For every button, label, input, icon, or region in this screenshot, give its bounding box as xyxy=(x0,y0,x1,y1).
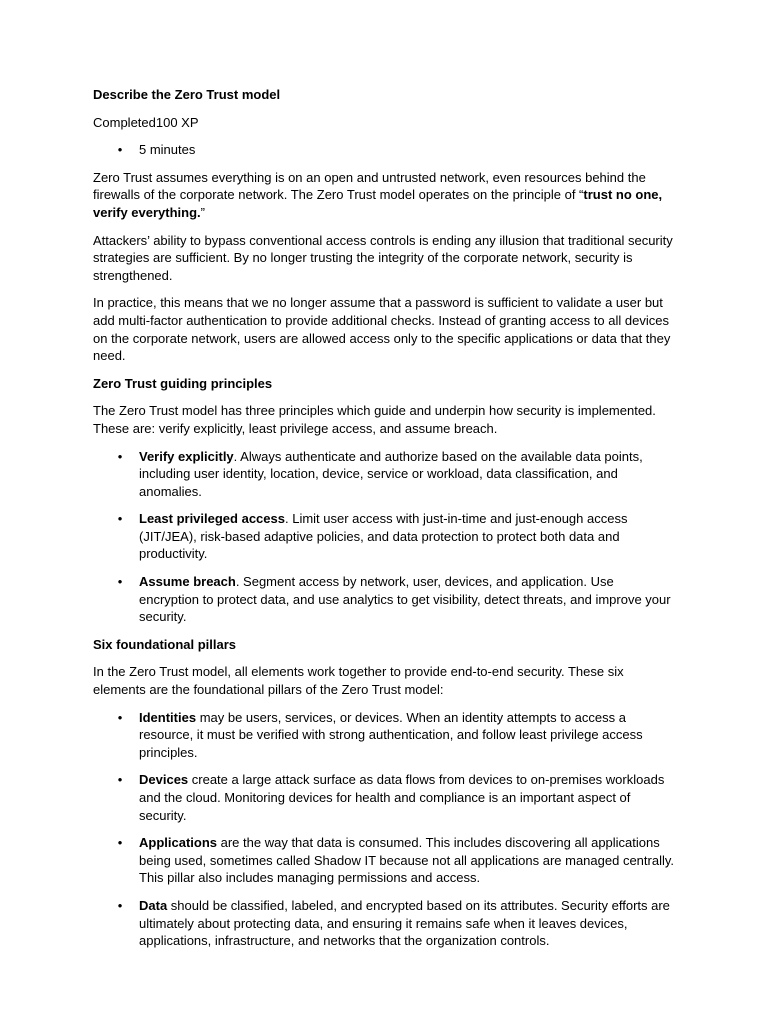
intro-paragraph-1: Zero Trust assumes everything is on an open and untrusted network, even resources behind the firewalls of the corporate network. The Zero Trust model operates on the principle of “trust no one, verify everything.” xyxy=(93,169,663,220)
list-item-term: Identities xyxy=(139,709,197,725)
list-item xyxy=(93,834,675,887)
meta-item-duration xyxy=(93,141,675,159)
list-item-text: . Limit user access with just-in-time and just-enough access (JIT/JEA), risk-based adaptive policies, and data protection to protect both data and productivity. xyxy=(139,511,628,562)
principles-list xyxy=(93,448,675,626)
completion-status: Completed100 XP xyxy=(93,114,199,130)
page-title: Describe the Zero Trust model xyxy=(93,87,281,102)
pillars-intro: In the Zero Trust model, all elements work together to provide end-to-end security. These six elements are the foundational pillars of the Zero Trust model: xyxy=(93,664,624,698)
bullet-icon: • xyxy=(117,574,123,590)
list-item-text: create a large attack surface as data flows from devices to on-premises workloads and the cloud. Monitoring devices for health and compliance is an important aspect of security. xyxy=(139,772,665,823)
bullet-icon: • xyxy=(117,511,123,527)
intro-paragraph-2: Attackers’ ability to bypass conventional access controls is ending any illusion that traditional security strategies are sufficient. By no longer trusting the integrity of the corporate network, security is strengthened. xyxy=(93,232,673,283)
list-item xyxy=(93,897,675,950)
list-item-term: Applications xyxy=(139,835,218,851)
principles-intro: The Zero Trust model has three principles which guide and underpin how security is implemented. These are: verify explicitly, least privilege access, and assume breach. xyxy=(93,403,656,436)
list-item-term: Devices xyxy=(139,772,189,788)
list-item xyxy=(93,771,675,824)
bullet-icon: • xyxy=(117,897,123,913)
list-item-term: Verify explicitly xyxy=(139,448,234,464)
list-item xyxy=(93,709,675,762)
bullet-icon: • xyxy=(117,448,123,464)
section-heading-pillars: Six foundational pillars xyxy=(93,636,237,652)
list-item xyxy=(93,510,675,563)
pillars-list xyxy=(93,709,675,950)
meta-list xyxy=(93,141,675,159)
list-item xyxy=(93,448,675,501)
list-item xyxy=(93,573,675,626)
list-item-term: Data xyxy=(139,897,168,913)
bullet-icon: • xyxy=(117,835,123,851)
list-item-text: . Segment access by network, user, devices, and application. Use encryption to protect data, and use analytics to get visibility, detect threats, and improve your security. xyxy=(139,574,671,625)
list-item-term: Least privileged access xyxy=(139,511,285,527)
list-item-text: should be classified, labeled, and encrypted based on its attributes. Security efforts are ultimately about protecting data, and ensuring it remains safe when it leaves devices, applications, infrastructure, and networks that the organization controls. xyxy=(139,897,670,949)
section-heading-principles: Zero Trust guiding principles xyxy=(93,375,273,391)
list-item-text: may be users, services, or devices. When an identity attempts to access a resource, it must be verified with strong authentication, and follow least privilege access principles. xyxy=(139,709,643,760)
list-item-text: are the way that data is consumed. This includes discovering all applications being used, sometimes called Shadow IT because not all applications are managed centrally. This pillar also includes managing permissions and access. xyxy=(139,835,674,886)
emphasis-text: trust no one, verify everything. xyxy=(93,187,663,220)
bullet-icon: • xyxy=(117,709,123,725)
intro-paragraph-3: In practice, this means that we no longer assume that a password is sufficient to validate a user but add multi-factor authentication to provide additional checks. Instead of granting access to all devices on the corporate network, users are allowed access only to the specific applications or data that they need. xyxy=(93,295,671,364)
bullet-icon: • xyxy=(117,772,123,788)
bullet-icon: • xyxy=(117,142,123,158)
list-item-term: Assume breach xyxy=(139,574,236,590)
list-item-text: . Always authenticate and authorize based on the available data points, including user identity, location, device, service or workload, data classification, and anomalies. xyxy=(139,448,643,499)
duration-text: 5 minutes xyxy=(139,142,196,158)
